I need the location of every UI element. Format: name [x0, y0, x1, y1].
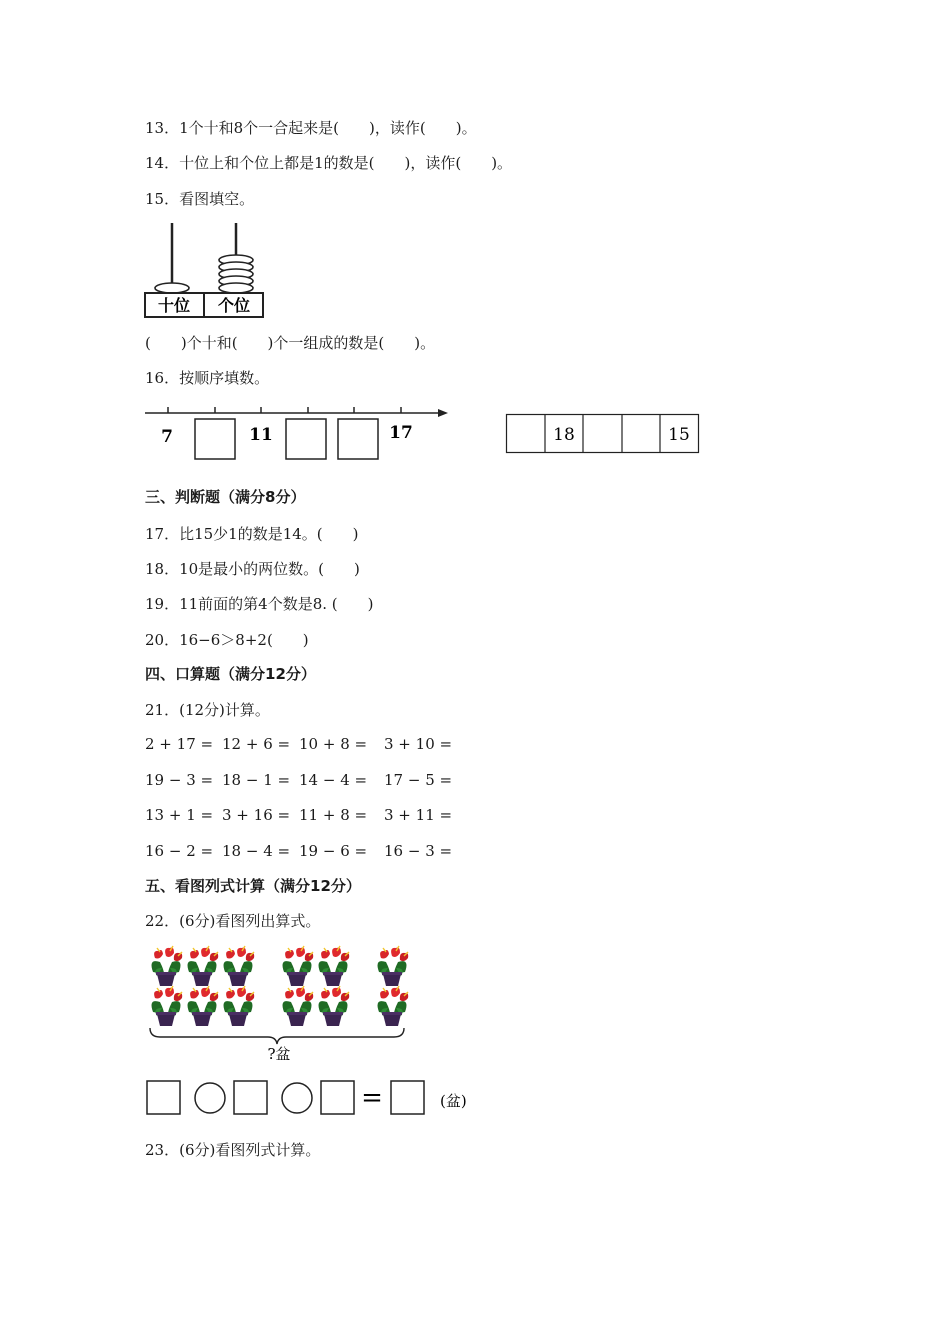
calc-item: 18 − 1 = — [222, 771, 291, 789]
calc-item: 16 − 2 = — [145, 842, 214, 860]
tens-bead — [155, 283, 189, 293]
calc-item: 18 − 4 = — [222, 842, 291, 860]
calc-item: 12 + 6 = — [222, 735, 291, 753]
operator-circle[interactable] — [282, 1083, 312, 1113]
number-line — [140, 400, 460, 468]
calc-item: 3 + 16 = — [222, 806, 291, 824]
sequence-cell: 18 — [553, 425, 575, 445]
calc-item: 14 − 4 = — [299, 771, 368, 789]
calc-item: 11 + 8 = — [299, 806, 368, 824]
flower-pots-figure — [140, 940, 425, 1065]
abacus-figure — [140, 218, 270, 320]
section-5-heading: 五、看图列式计算（满分12分） — [145, 877, 361, 895]
calc-item: 2 + 17 = — [145, 735, 214, 753]
question-13: 13．1个十和8个一合起来是( )，读作( )。 — [145, 119, 477, 137]
question-19: 19．11前面的第4个数是8. ( ) — [145, 595, 374, 613]
equals-sign: = — [361, 1083, 383, 1113]
answer-box[interactable] — [147, 1081, 180, 1114]
calc-item: 13 + 1 = — [145, 806, 214, 824]
numberline-label: 11 — [249, 425, 273, 445]
equation-template — [140, 1078, 485, 1120]
calc-item: 17 − 5 = — [384, 771, 453, 789]
calc-item: 19 − 3 = — [145, 771, 214, 789]
question-23: 23．(6分)看图列式计算。 — [145, 1141, 321, 1159]
answer-box[interactable] — [286, 419, 326, 459]
question-15-fill: ( )个十和( )个一组成的数是( )。 — [145, 334, 436, 352]
flower-group-3 — [378, 946, 409, 1026]
answer-box[interactable] — [234, 1081, 267, 1114]
question-17: 17．比15少1的数是14。( ) — [145, 525, 359, 543]
unit-label: (盆) — [440, 1092, 467, 1110]
question-22: 22．(6分)看图列出算式。 — [145, 912, 321, 930]
calc-item: 10 + 8 = — [299, 735, 368, 753]
answer-box[interactable] — [391, 1081, 424, 1114]
question-20: 20．16−6＞8+2( ) — [145, 631, 309, 649]
flower-group-1 — [152, 946, 255, 1026]
answer-box[interactable] — [338, 419, 378, 459]
ones-beads — [219, 255, 253, 293]
calc-item: 16 − 3 = — [384, 842, 453, 860]
ones-bead — [219, 283, 253, 293]
question-21: 21．(12分)计算。 — [145, 701, 270, 719]
calc-item: 3 + 11 = — [384, 806, 453, 824]
flower-group-2 — [283, 946, 350, 1026]
flower-question-label: ?盆 — [267, 1045, 291, 1063]
calc-item: 3 + 10 = — [384, 735, 453, 753]
brace — [150, 1028, 404, 1044]
section-3-heading: 三、判断题（满分8分） — [145, 488, 306, 506]
question-14: 14．十位上和个位上都是1的数是( )，读作( )。 — [145, 154, 513, 172]
ones-label: 个位 — [217, 296, 251, 315]
question-18: 18．10是最小的两位数。( ) — [145, 560, 360, 578]
sequence-boxes — [505, 413, 701, 456]
arrow-head-icon — [438, 409, 448, 417]
tens-label: 十位 — [157, 296, 191, 315]
section-4-heading: 四、口算题（满分12分） — [145, 665, 316, 683]
calc-item: 19 − 6 = — [299, 842, 368, 860]
answer-box[interactable] — [321, 1081, 354, 1114]
question-16: 16．按顺序填数。 — [145, 369, 270, 387]
operator-circle[interactable] — [195, 1083, 225, 1113]
numberline-label: 7 — [161, 427, 173, 447]
answer-box[interactable] — [195, 419, 235, 459]
sequence-cell: 15 — [668, 425, 690, 445]
numberline-label: 17 — [389, 423, 413, 443]
question-15: 15．看图填空。 — [145, 190, 255, 208]
